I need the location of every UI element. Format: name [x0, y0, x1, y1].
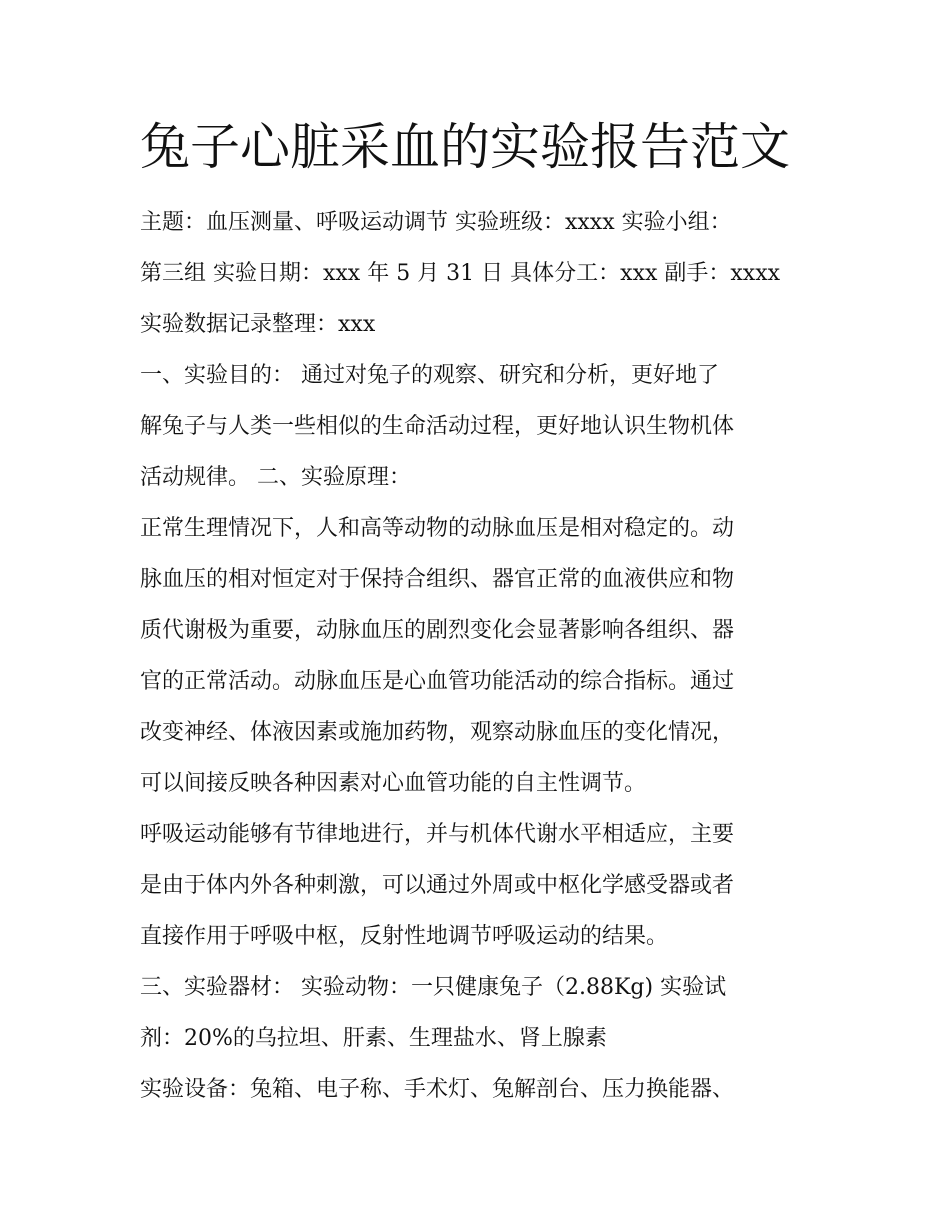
text-line-principle-4: 官的正常活动。动脉血压是心血管功能活动的综合指标。通过	[140, 669, 735, 694]
text-line-purpose-1: 一、实验目的： 通过对兔子的观察、研究和分析，更好地了	[140, 363, 719, 388]
text-line-principle-5: 改变神经、体液因素或施加药物，观察动脉血压的变化情况，	[140, 720, 735, 745]
text-line-respiration-3: 直接作用于呼吸中枢，反射性地调节呼吸运动的结果。	[140, 924, 669, 949]
text-line-materials-1: 三、实验器材： 实验动物：一只健康兔子（2.88Kg) 实验试	[140, 975, 727, 1000]
document-title: 兔子心脏采血的实验报告范文	[140, 118, 790, 176]
text-line-principle-1: 正常生理情况下，人和高等动物的动脉血压是相对稳定的。动	[140, 516, 735, 541]
text-line-meta-1: 主题：血压测量、呼吸运动调节 实验班级：xxxx 实验小组：	[140, 210, 732, 235]
text-line-principle-6: 可以间接反映各种因素对心血管功能的自主性调节。	[140, 771, 647, 796]
text-line-materials-3: 实验设备：兔箱、电子称、手术灯、兔解剖台、压力换能器、	[140, 1077, 735, 1102]
text-line-meta-3: 实验数据记录整理：xxx	[140, 312, 376, 337]
text-line-materials-2: 剂：20%的乌拉坦、肝素、生理盐水、肾上腺素	[140, 1026, 607, 1051]
text-line-principle-2: 脉血压的相对恒定对于保持合组织、器官正常的血液供应和物	[140, 567, 735, 592]
text-line-purpose-2: 解兔子与人类一些相似的生命活动过程，更好地认识生物机体	[140, 414, 735, 439]
text-line-purpose-3: 活动规律。 二、实验原理：	[140, 465, 411, 490]
text-line-meta-2: 第三组 实验日期：xxx 年 5 月 31 日 具体分工：xxx 副手：xxxx	[140, 261, 781, 286]
text-line-respiration-1: 呼吸运动能够有节律地进行，并与机体代谢水平相适应，主要	[140, 822, 735, 847]
text-line-principle-3: 质代谢极为重要，动脉血压的剧烈变化会显著影响各组织、器	[140, 618, 735, 643]
text-line-respiration-2: 是由于体内外各种刺激，可以通过外周或中枢化学感受器或者	[140, 873, 735, 898]
